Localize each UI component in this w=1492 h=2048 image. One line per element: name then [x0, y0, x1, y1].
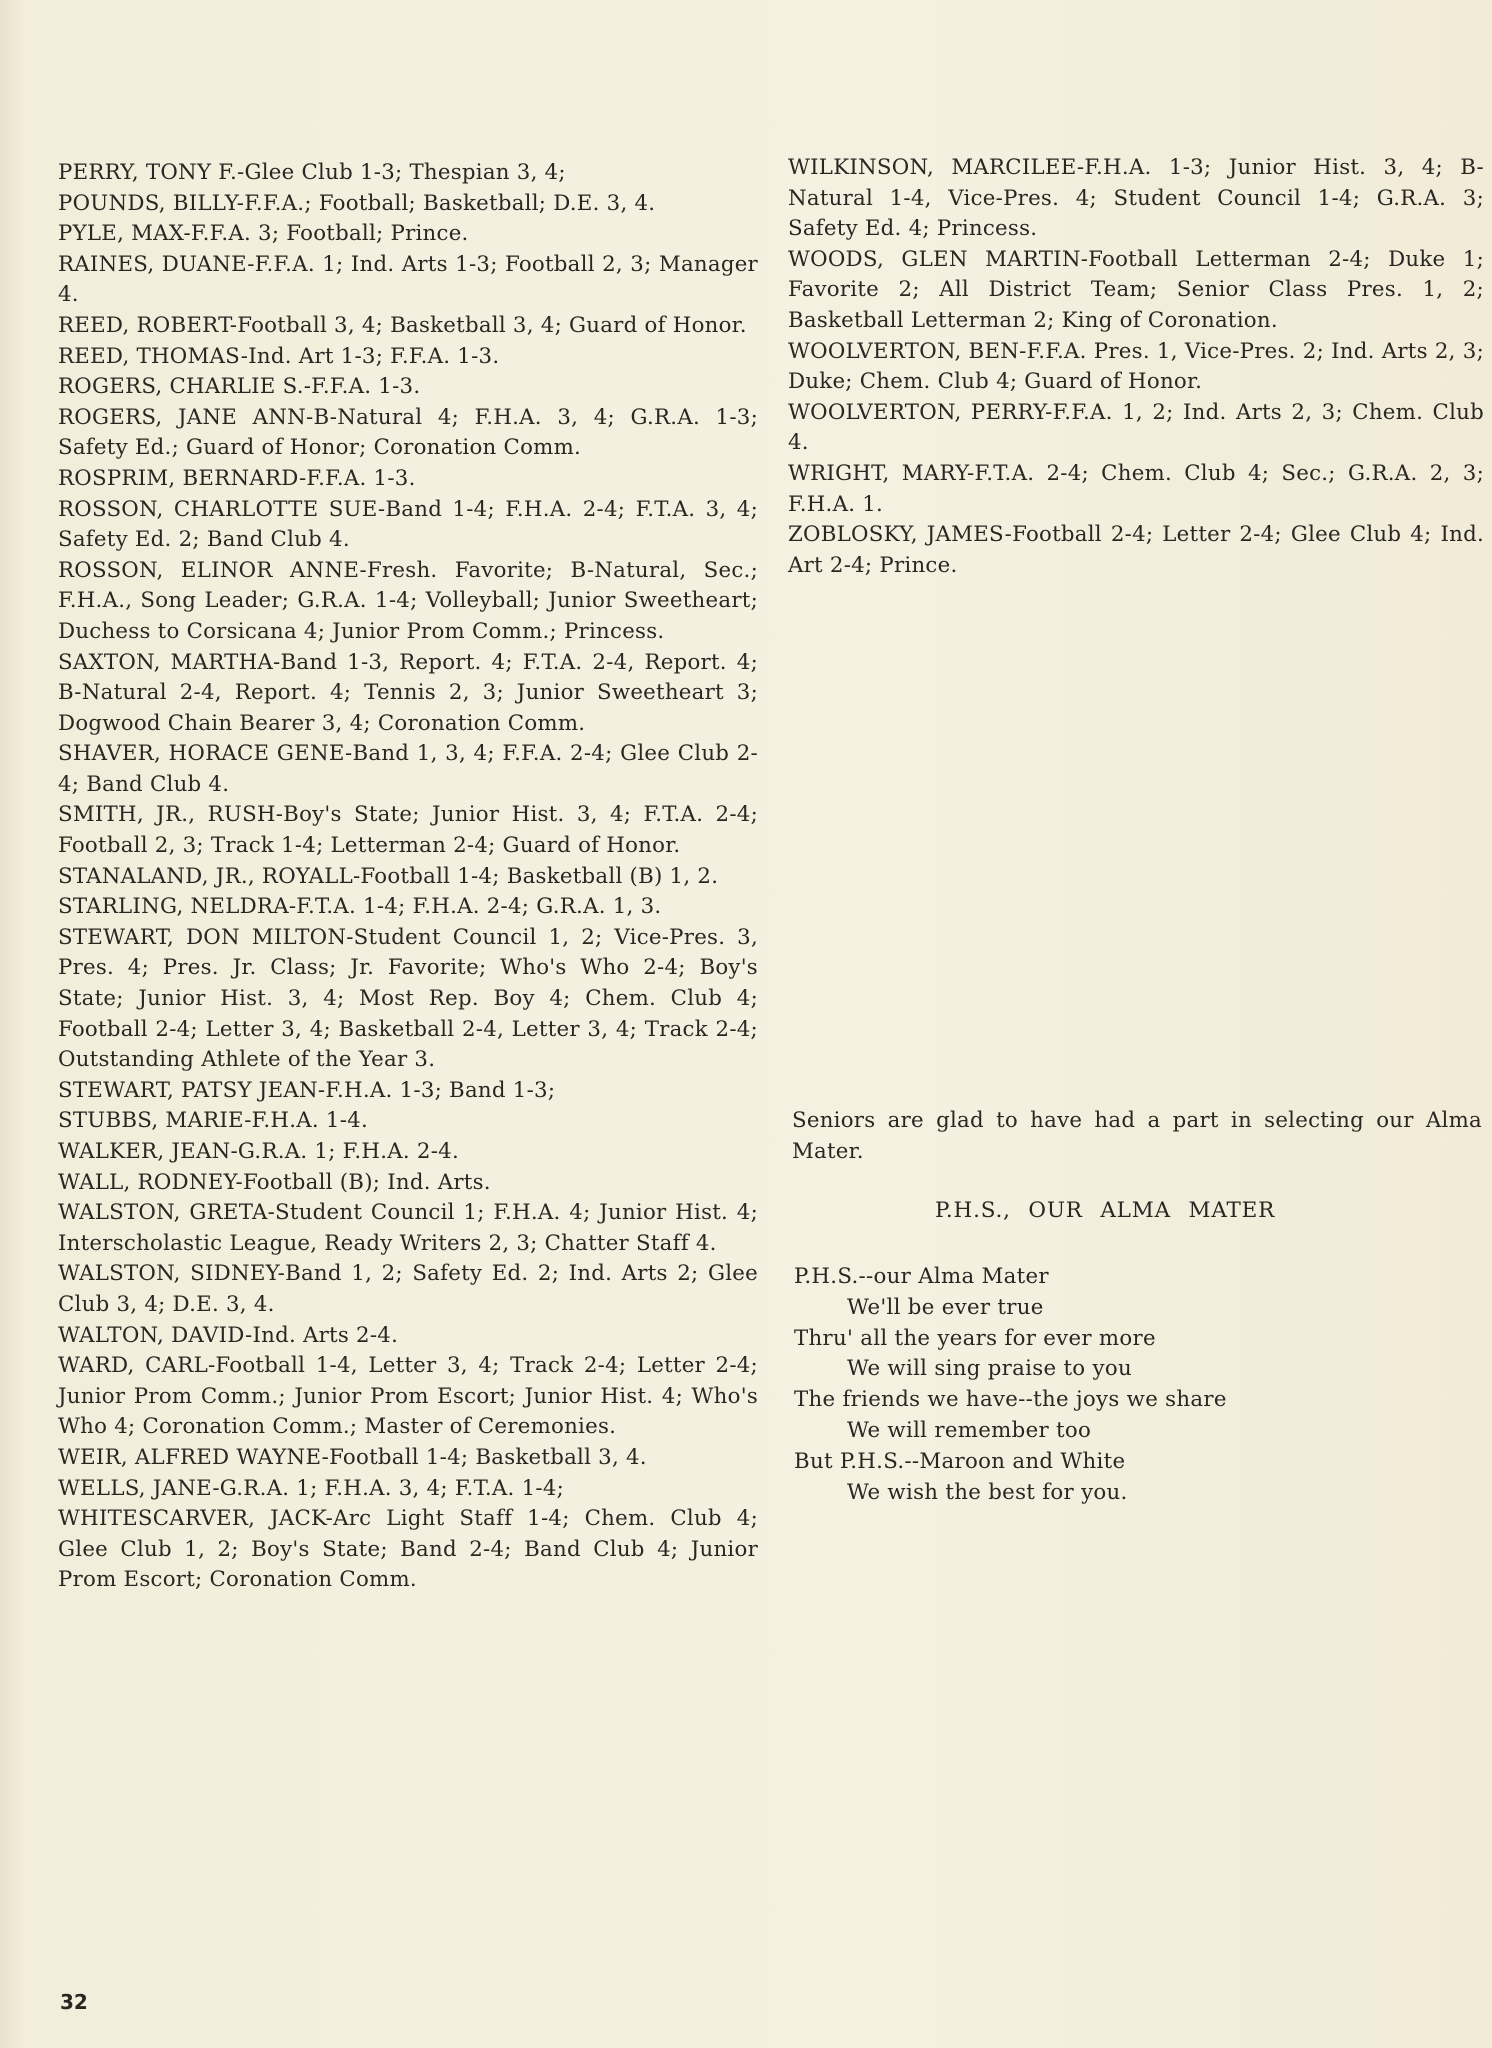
lyric-line: But P.H.S.--Maroon and White: [794, 1448, 1126, 1474]
senior-entry: POUNDS, BILLY-F.F.A.; Football; Basketball; D.E. 3, 4.: [58, 190, 656, 216]
alma-mater-lyrics: [794, 1262, 1394, 1508]
lyric-line: Thru' all the years for ever more: [794, 1325, 1156, 1351]
senior-entry: REED, THOMAS-Ind. Art 1-3; F.F.A. 1-3.: [58, 343, 500, 369]
senior-entry: WRIGHT, MARY-F.T.A. 2-4; Chem. Club 4; Sec.; G.R.A. 2, 3; F.H.A. 1.: [788, 460, 1484, 517]
senior-entry: PYLE, MAX-F.F.A. 3; Football; Prince.: [58, 221, 469, 247]
senior-entry: ROGERS, CHARLIE S.-F.F.A. 1-3.: [58, 374, 421, 400]
lyric-line: We will sing praise to you: [847, 1356, 1132, 1382]
senior-activities-right-column: [788, 153, 1484, 581]
lyric-line: We'll be ever true: [847, 1294, 1044, 1320]
senior-entry: WALSTON, SIDNEY-Band 1, 2; Safety Ed. 2; Ind. Arts 2; Glee Club 3, 4; D.E. 3, 4.: [58, 1261, 758, 1317]
senior-entry: ROSSON, CHARLOTTE SUE-Band 1-4; F.H.A. 2-4; F.T.A. 3, 4; Safety Ed. 2; Band Club 4.: [58, 496, 758, 553]
senior-entry: WALSTON, GRETA-Student Council 1; F.H.A. 4; Junior Hist. 4; Interscholastic League, Ready Writers 2, 3; Chatter Staff 4.: [58, 1200, 758, 1256]
senior-entry: SMITH, JR., RUSH-Boy's State; Junior Hist. 3, 4; F.T.A. 2-4; Football 2, 3; Track 1-4; Letterman 2-4; Guard of Honor.: [58, 802, 758, 859]
lyric-line: We will remember too: [847, 1417, 1092, 1443]
senior-entry: WALKER, JEAN-G.R.A. 1; F.H.A. 2-4.: [58, 1139, 459, 1164]
senior-entry: ROSSON, ELINOR ANNE-Fresh. Favorite; B-Natural, Sec.; F.H.A., Song Leader; G.R.A. 1-4; Volleyball; Junior Sweetheart; Duchess to Corsicana 4; Junior Prom Comm.; Princess.: [58, 557, 758, 644]
alma-mater-intro: Seniors are glad to have had a part in selecting our Alma Mater.: [792, 1108, 1482, 1164]
senior-entry: STEWART, DON MILTON-Student Council 1, 2; Vice-Pres. 3, Pres. 4; Pres. Jr. Class; Jr. Favorite; Who's Who 2-4; Boy's State; Junior Hist. 3, 4; Most Rep. Boy 4; Chem. Club 4; Football 2-4; Letter 3, 4; Basketball 2-4, Letter 3, 4; Track 2-4; Outstanding Athlete of the Year 3.: [58, 924, 758, 1073]
senior-entry: STANALAND, JR., ROYALL-Football 1-4; Basketball (B) 1, 2.: [58, 863, 719, 889]
senior-entry: WOOLVERTON, BEN-F.F.A. Pres. 1, Vice-Pres. 2; Ind. Arts 2, 3; Duke; Chem. Club 4; Guard of Honor.: [788, 338, 1484, 395]
senior-entry: PERRY, TONY F.-Glee Club 1-3; Thespian 3, 4;: [58, 160, 566, 185]
senior-entry: REED, ROBERT-Football 3, 4; Basketball 3, 4; Guard of Honor.: [58, 312, 747, 338]
lyric-line: The friends we have--the joys we share: [794, 1387, 1227, 1413]
senior-entry: ZOBLOSKY, JAMES-Football 2-4; Letter 2-4; Glee Club 4; Ind. Art 2-4; Prince.: [788, 522, 1484, 578]
senior-entry: WEIR, ALFRED WAYNE-Football 1-4; Basketball 3, 4.: [58, 1444, 647, 1470]
senior-entry: ROGERS, JANE ANN-B-Natural 4; F.H.A. 3, 4; G.R.A. 1-3; Safety Ed.; Guard of Honor; Coronation Comm.: [58, 404, 758, 461]
senior-entry: WILKINSON, MARCILEE-F.H.A. 1-3; Junior Hist. 3, 4; B-Natural 1-4, Vice-Pres. 4; Student Council 1-4; G.R.A. 3; Safety Ed. 4; Princess.: [788, 155, 1484, 242]
senior-entry: WALL, RODNEY-Football (B); Ind. Arts.: [58, 1169, 491, 1195]
senior-entry: WOOLVERTON, PERRY-F.F.A. 1, 2; Ind. Arts 2, 3; Chem. Club 4.: [788, 399, 1484, 456]
senior-entry: ROSPRIM, BERNARD-F.F.A. 1-3.: [58, 465, 416, 491]
senior-entry: WALTON, DAVID-Ind. Arts 2-4.: [58, 1322, 399, 1348]
senior-entry: SAXTON, MARTHA-Band 1-3, Report. 4; F.T.A. 2-4, Report. 4; B-Natural 2-4, Report. 4; Tennis 2, 3; Junior Sweetheart 3; Dogwood Chain Bearer 3, 4; Coronation Comm.: [58, 649, 758, 736]
senior-entry: RAINES, DUANE-F.F.A. 1; Ind. Arts 1-3; Football 2, 3; Manager 4.: [58, 251, 758, 308]
senior-entry: WARD, CARL-Football 1-4, Letter 3, 4; Track 2-4; Letter 2-4; Junior Prom Comm.; Junior Prom Escort; Junior Hist. 4; Who's Who 4; Coronation Comm.; Master of Ceremonies.: [58, 1353, 758, 1440]
senior-entry: STUBBS, MARIE-F.H.A. 1-4.: [58, 1108, 368, 1134]
alma-mater-title: P.H.S., OUR ALMA MATER: [935, 1198, 1276, 1223]
page-number: 32: [60, 1990, 88, 2014]
senior-entry: STEWART, PATSY JEAN-F.H.A. 1-3; Band 1-3;: [58, 1077, 556, 1103]
senior-entry: WOODS, GLEN MARTIN-Football Letterman 2-4; Duke 1; Favorite 2; All District Team; Senior Class Pres. 1, 2; Basketball Letterman 2; King of Coronation.: [788, 246, 1484, 333]
senior-entry: WELLS, JANE-G.R.A. 1; F.H.A. 3, 4; F.T.A. 1-4;: [58, 1475, 565, 1501]
lyric-line: We wish the best for you.: [847, 1479, 1128, 1505]
senior-entry: SHAVER, HORACE GENE-Band 1, 3, 4; F.F.A. 2-4; Glee Club 2-4; Band Club 4.: [58, 741, 758, 797]
senior-entry: WHITESCARVER, JACK-Arc Light Staff 1-4; Chem. Club 4; Glee Club 1, 2; Boy's State; Band 2-4; Band Club 4; Junior Prom Escort; Coronation Comm.: [58, 1506, 758, 1593]
senior-entry: STARLING, NELDRA-F.T.A. 1-4; F.H.A. 2-4; G.R.A. 1, 3.: [58, 894, 662, 920]
lyric-line: P.H.S.--our Alma Mater: [794, 1264, 1049, 1289]
senior-activities-left-column: [58, 158, 758, 1596]
